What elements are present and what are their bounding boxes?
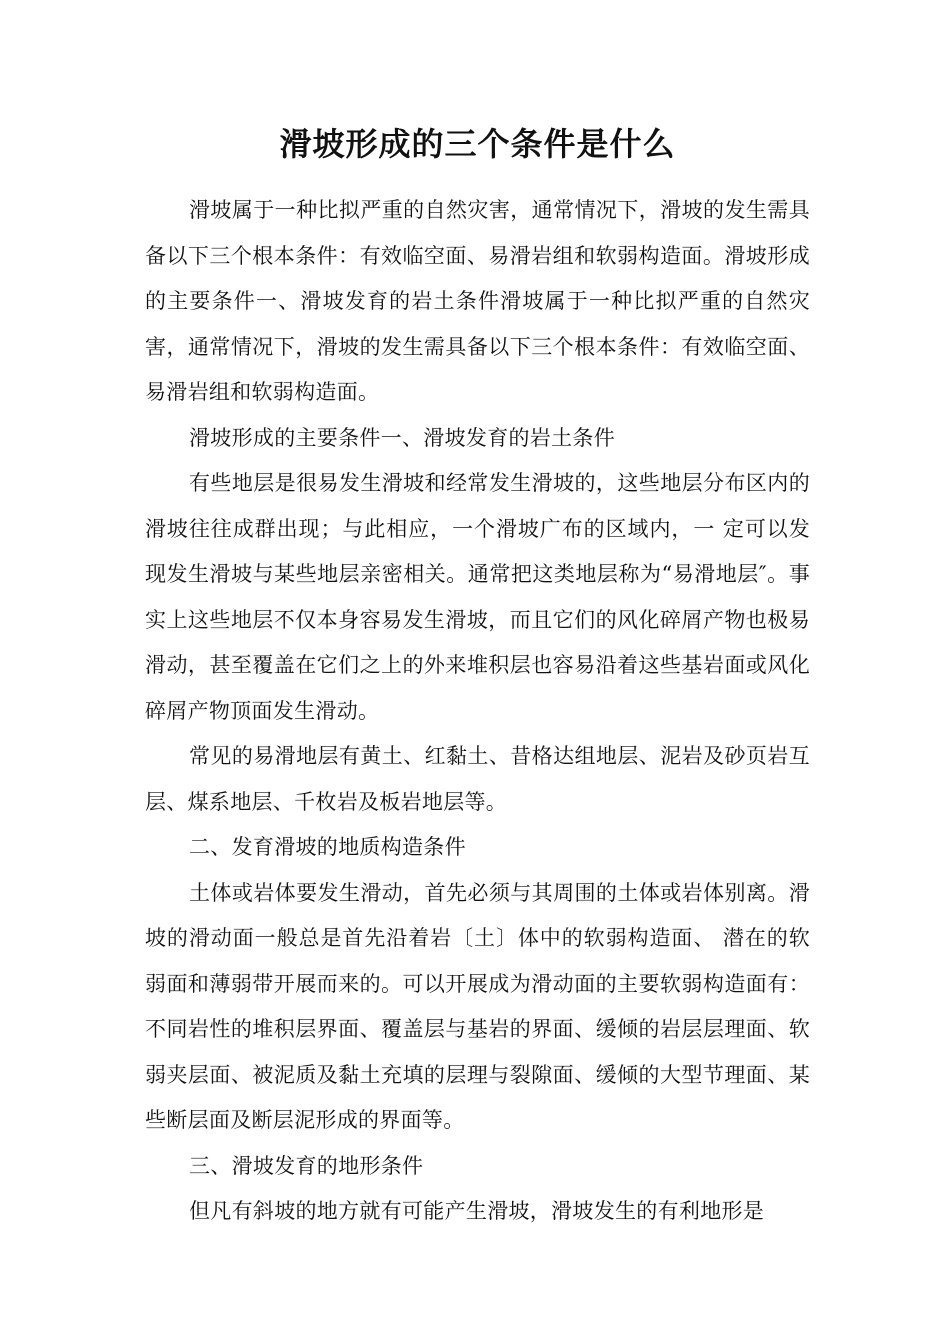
paragraph-weak-structural-planes: 土体或岩体要发生滑动，首先必须与其周围的土体或岩体别离。滑坡的滑动面一般总是首先沿着岩〔土〕体中的软弱构造面、 潜在的软弱面和薄弱带开展而来的。可以开展成为滑动面的主要软弱构造面有：不同岩性的堆积层界面、覆盖层与基岩的界面、缓倾的岩层层理面、软弱夹层面、被泥质及黏土充填的层理与裂隙面、缓倾的大型节理面、某些断层面及断层泥形成的界面等。: [145, 880, 810, 1132]
paragraph-common-strata: 常见的易滑地层有黄土、红黏土、昔格达组地层、泥岩及砂页岩互层、煤系地层、千枚岩及板岩地层等。: [145, 744, 810, 814]
paragraph-slide-prone-strata: 有些地层是很易发生滑坡和经常发生滑坡的，这些地层分布区内的滑坡往往成群出现；与此相应，一个滑坡广布的区域内，一 定可以发现发生滑坡与某些地层亲密相关。通常把这类地层称为“易滑地层″。事实上这些地层不仅本身容易发生滑坡，而且它们的风化碎屑产物也极易滑动，甚至覆盖在它们之上的外来堆积层也容易沿着这些基岩面或风化碎屑产物顶面发生滑动。: [145, 471, 810, 723]
paragraph-intro: 滑坡属于一种比拟严重的自然灾害，通常情况下，滑坡的发生需具备以下三个根本条件：有效临空面、易滑岩组和软弱构造面。滑坡形成的主要条件一、滑坡发育的岩土条件滑坡属于一种比拟严重的自然灾害，通常情况下，滑坡的发生需具备以下三个根本条件：有效临空面、易滑岩组和软弱构造面。: [145, 198, 810, 404]
document-title: 滑坡形成的三个条件是什么: [279, 125, 676, 163]
paragraph-terrain: 但凡有斜坡的地方就有可能产生滑坡，滑坡发生的有利地形是: [189, 1199, 765, 1223]
paragraph-heading-rock-soil: 滑坡形成的主要条件一、滑坡发育的岩土条件: [189, 425, 615, 450]
paragraph-heading-terrain: 三、滑坡发育的地形条件: [189, 1153, 424, 1178]
paragraph-heading-geologic-structure: 二、发育滑坡的地质构造条件: [189, 835, 466, 859]
